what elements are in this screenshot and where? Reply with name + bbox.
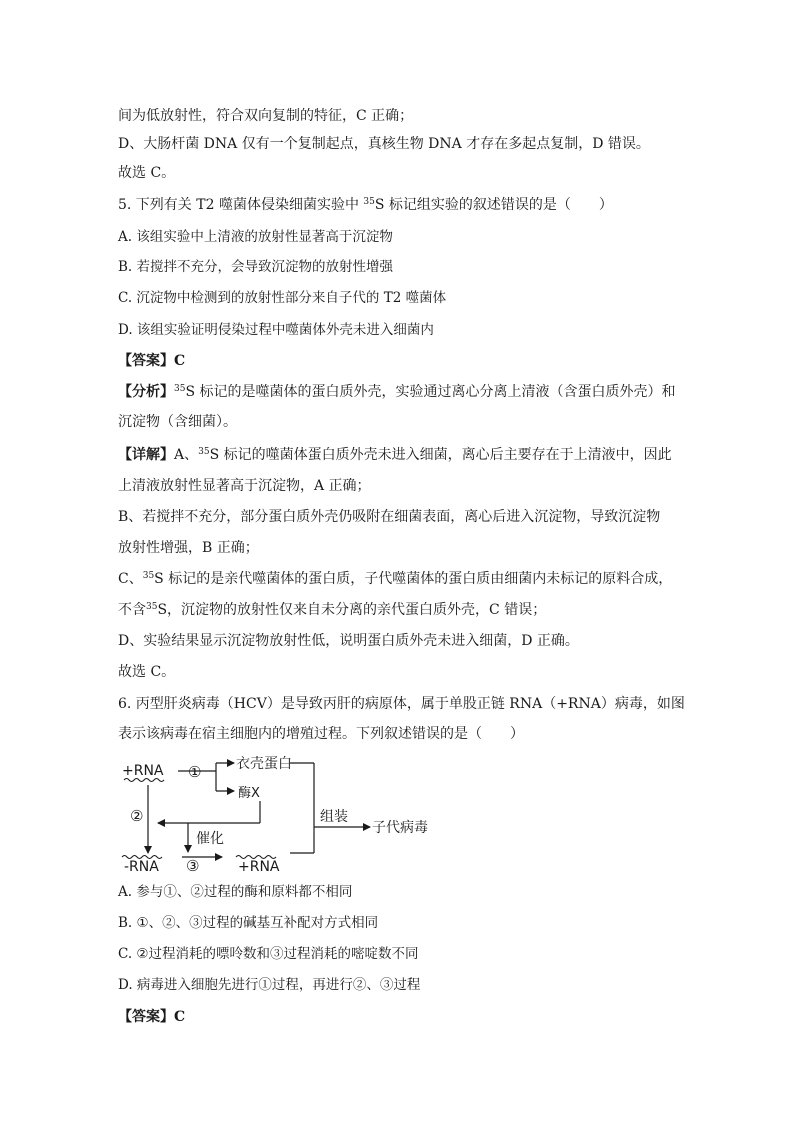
text-line: D、大肠杆菌 DNA 仅有一个复制起点，真核生物 DNA 才存在多起点复制，D 错误。	[118, 136, 650, 152]
text-line: 故选 C。	[118, 664, 176, 680]
step-2-label: ②	[130, 807, 144, 825]
rna-minus-label: -RNA	[124, 859, 159, 875]
stem-text: S 标记组实验的叙述错误的是（ ）	[374, 197, 613, 213]
isotope-superscript: 35	[146, 602, 158, 612]
question-6-stem: 表示该病毒在宿主细胞内的增殖过程。下列叙述错误的是（ ）	[118, 726, 524, 742]
option-a: A. 参与①、②过程的酶和原料都不相同	[118, 884, 353, 900]
coat-protein-label: 衣壳蛋白	[236, 756, 292, 772]
answer-line	[118, 351, 185, 371]
offspring-virus-label: 子代病毒	[372, 820, 428, 836]
enzyme-x-label: 酶X	[238, 786, 260, 801]
text-line: 上清液放射性显著高于沉淀物，A 正确；	[118, 478, 371, 494]
detail-text: S 标记的是亲代噬菌体的蛋白质，子代噬菌体的蛋白质由细菌内未标记的原料合成，	[154, 571, 673, 587]
isotope-superscript: 35	[363, 197, 375, 207]
detail-line	[118, 600, 546, 620]
option-b: B. 若搅拌不充分，会导致沉淀物的放射性增强	[118, 259, 394, 275]
rna-bottom-label: +RNA	[238, 859, 280, 875]
option-d: D. 病毒进入细胞先进行①过程，再进行②、③过程	[118, 977, 421, 993]
text-line: 故选 C。	[118, 165, 176, 181]
rna-top-label: +RNA	[122, 763, 164, 779]
detail-text: S，沉淀物的放射性仅来自未分离的亲代蛋白质外壳，C 错误；	[157, 602, 547, 618]
stem-text: 5. 下列有关 T2 噬菌体侵染细菌实验中	[118, 197, 364, 213]
text-line: D、实验结果显示沉淀物放射性低，说明蛋白质外壳未进入细菌，D 正确。	[118, 633, 579, 649]
text-line: 放射性增强，B 正确；	[118, 540, 259, 556]
analysis-label: 【分析】	[118, 384, 174, 400]
isotope-superscript: 35	[174, 384, 186, 394]
detail-label: 【详解】	[118, 447, 174, 463]
detail-line	[118, 569, 672, 589]
detail-text: S 标记的噬菌体蛋白质外壳未进入细菌，离心后主要存在于上清液中，因此	[209, 447, 672, 463]
catalyze-label: 催化	[196, 831, 224, 847]
text-line: B、若搅拌不充分，部分蛋白质外壳仍吸附在细菌表面，离心后进入沉淀物，导致沉淀物	[118, 509, 661, 525]
detail-line	[118, 445, 672, 465]
text-line: 间为低放射性，符合双向复制的特征，C 正确；	[118, 108, 414, 124]
assemble-label: 组装	[320, 809, 348, 825]
option-b: B. ①、②、③过程的碱基互补配对方式相同	[118, 915, 379, 931]
question-6-stem: 6. 丙型肝炎病毒（HCV）是导致丙肝的病原体，属于单股正链 RNA（+RNA）病毒，如图	[118, 696, 685, 712]
question-5-stem	[118, 195, 613, 215]
option-c: C. ②过程消耗的嘌呤数和③过程消耗的嘧啶数不同	[118, 946, 419, 962]
answer-text: 【答案】C	[118, 1009, 186, 1025]
step-1-label: ①	[188, 763, 202, 781]
option-d: D. 该组实验证明侵染过程中噬菌体外壳未进入细菌内	[118, 322, 434, 338]
detail-text: C、	[118, 571, 143, 587]
detail-text: 不含	[118, 602, 146, 618]
isotope-superscript: 35	[198, 447, 210, 457]
analysis-text: S 标记的是噬菌体的蛋白质外壳，实验通过离心分离上清液（含蛋白质外壳）和	[185, 384, 676, 400]
text-line: 沉淀物（含细菌）。	[118, 414, 237, 430]
option-c: C. 沉淀物中检测到的放射性部分来自子代的 T2 噬菌体	[118, 290, 447, 306]
isotope-superscript: 35	[142, 571, 155, 581]
option-a: A. 该组实验中上清液的放射性显著高于沉淀物	[118, 229, 393, 245]
detail-text: A、	[174, 447, 199, 463]
analysis-line	[118, 382, 676, 402]
answer-text: 【答案】C	[118, 353, 186, 369]
step-3-label: ③	[186, 857, 200, 875]
answer-line	[118, 1007, 185, 1027]
hcv-replication-diagram	[118, 753, 448, 875]
